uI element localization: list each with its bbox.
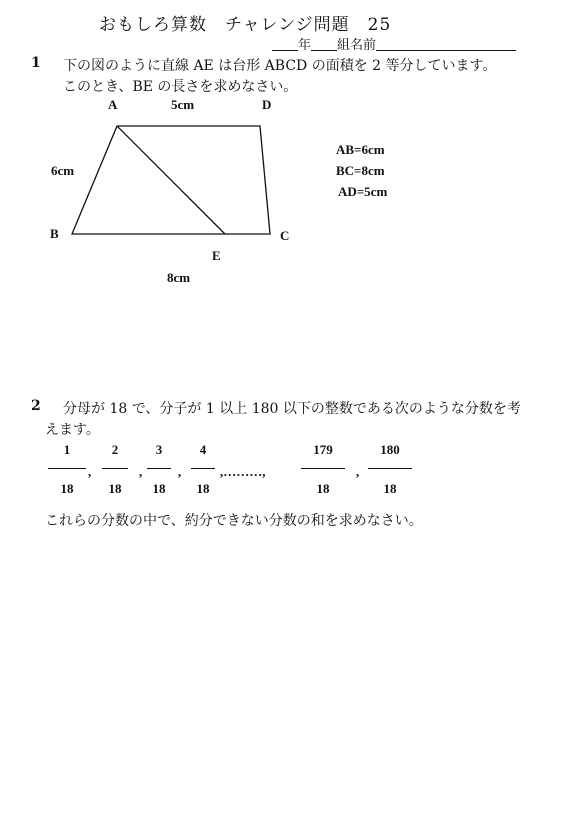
numerator: 180 [380,442,400,457]
ad-length-label: 5cm [171,97,195,112]
vertex-c-label: C [280,228,290,243]
fraction-1-over-18 [48,442,86,497]
question-2-number: 2 [31,398,41,414]
fraction-4-over-18 [191,442,215,497]
denominator: 18 [316,481,330,496]
line-ae [117,126,225,234]
numerator: 1 [63,442,71,457]
vertex-a-label: A [108,97,118,112]
separator-5: , [356,464,360,479]
bc-length-label: 8cm [167,270,191,285]
class-name-label: 組名前 [337,38,377,53]
question-1-line-2: このとき、BE の長さを求めなさい。 [63,79,298,95]
ellipsis-separator: ,………, [220,464,266,479]
given-ad: AD=5cm [338,184,388,199]
question-2-line-1: 分母が 18 で、分子が 1 以上 180 以下の整数である次のような分数を考 [63,401,521,417]
numerator: 4 [199,442,207,457]
vertex-d-label: D [262,97,272,112]
fraction-bar [301,468,345,469]
vertex-b-label: B [50,226,59,241]
separator-2: , [139,464,143,479]
title-number: 25 [367,15,392,35]
numerator: 2 [111,442,119,457]
denominator: 18 [383,481,397,496]
given-bc: BC=8cm [336,163,385,178]
grade-label: 年 [298,38,312,53]
fraction-bar [191,468,215,469]
fraction-179-over-18 [301,442,345,497]
fraction-bar [368,468,412,469]
fraction-3-over-18 [147,442,171,497]
fraction-bar [102,468,128,469]
denominator: 18 [196,481,210,496]
fraction-bar [147,468,171,469]
fraction-2-over-18 [102,442,128,497]
fraction-bar [48,468,86,469]
separator-1: , [88,464,92,479]
denominator: 18 [152,481,166,496]
numerator: 3 [155,442,163,457]
question-1-line-1: 下の図のように直線 AE は台形 ABCD の面積を 2 等分しています。 [63,58,497,74]
fraction-180-over-18 [368,442,412,497]
question-2-line-3: これらの分数の中で、約分できない分数の和を求めなさい。 [45,513,423,529]
question-2-line-2: えます。 [45,422,100,438]
denominator: 18 [60,481,74,496]
denominator: 18 [108,481,122,496]
title-text: おもしろ算数 チャレンジ問題 [99,15,350,35]
given-ab: AB=6cm [336,142,385,157]
point-e-label: E [212,248,221,263]
question-1-number: 1 [31,55,41,71]
numerator: 179 [313,442,333,457]
separator-3: , [178,464,182,479]
ab-length-label: 6cm [51,163,75,178]
